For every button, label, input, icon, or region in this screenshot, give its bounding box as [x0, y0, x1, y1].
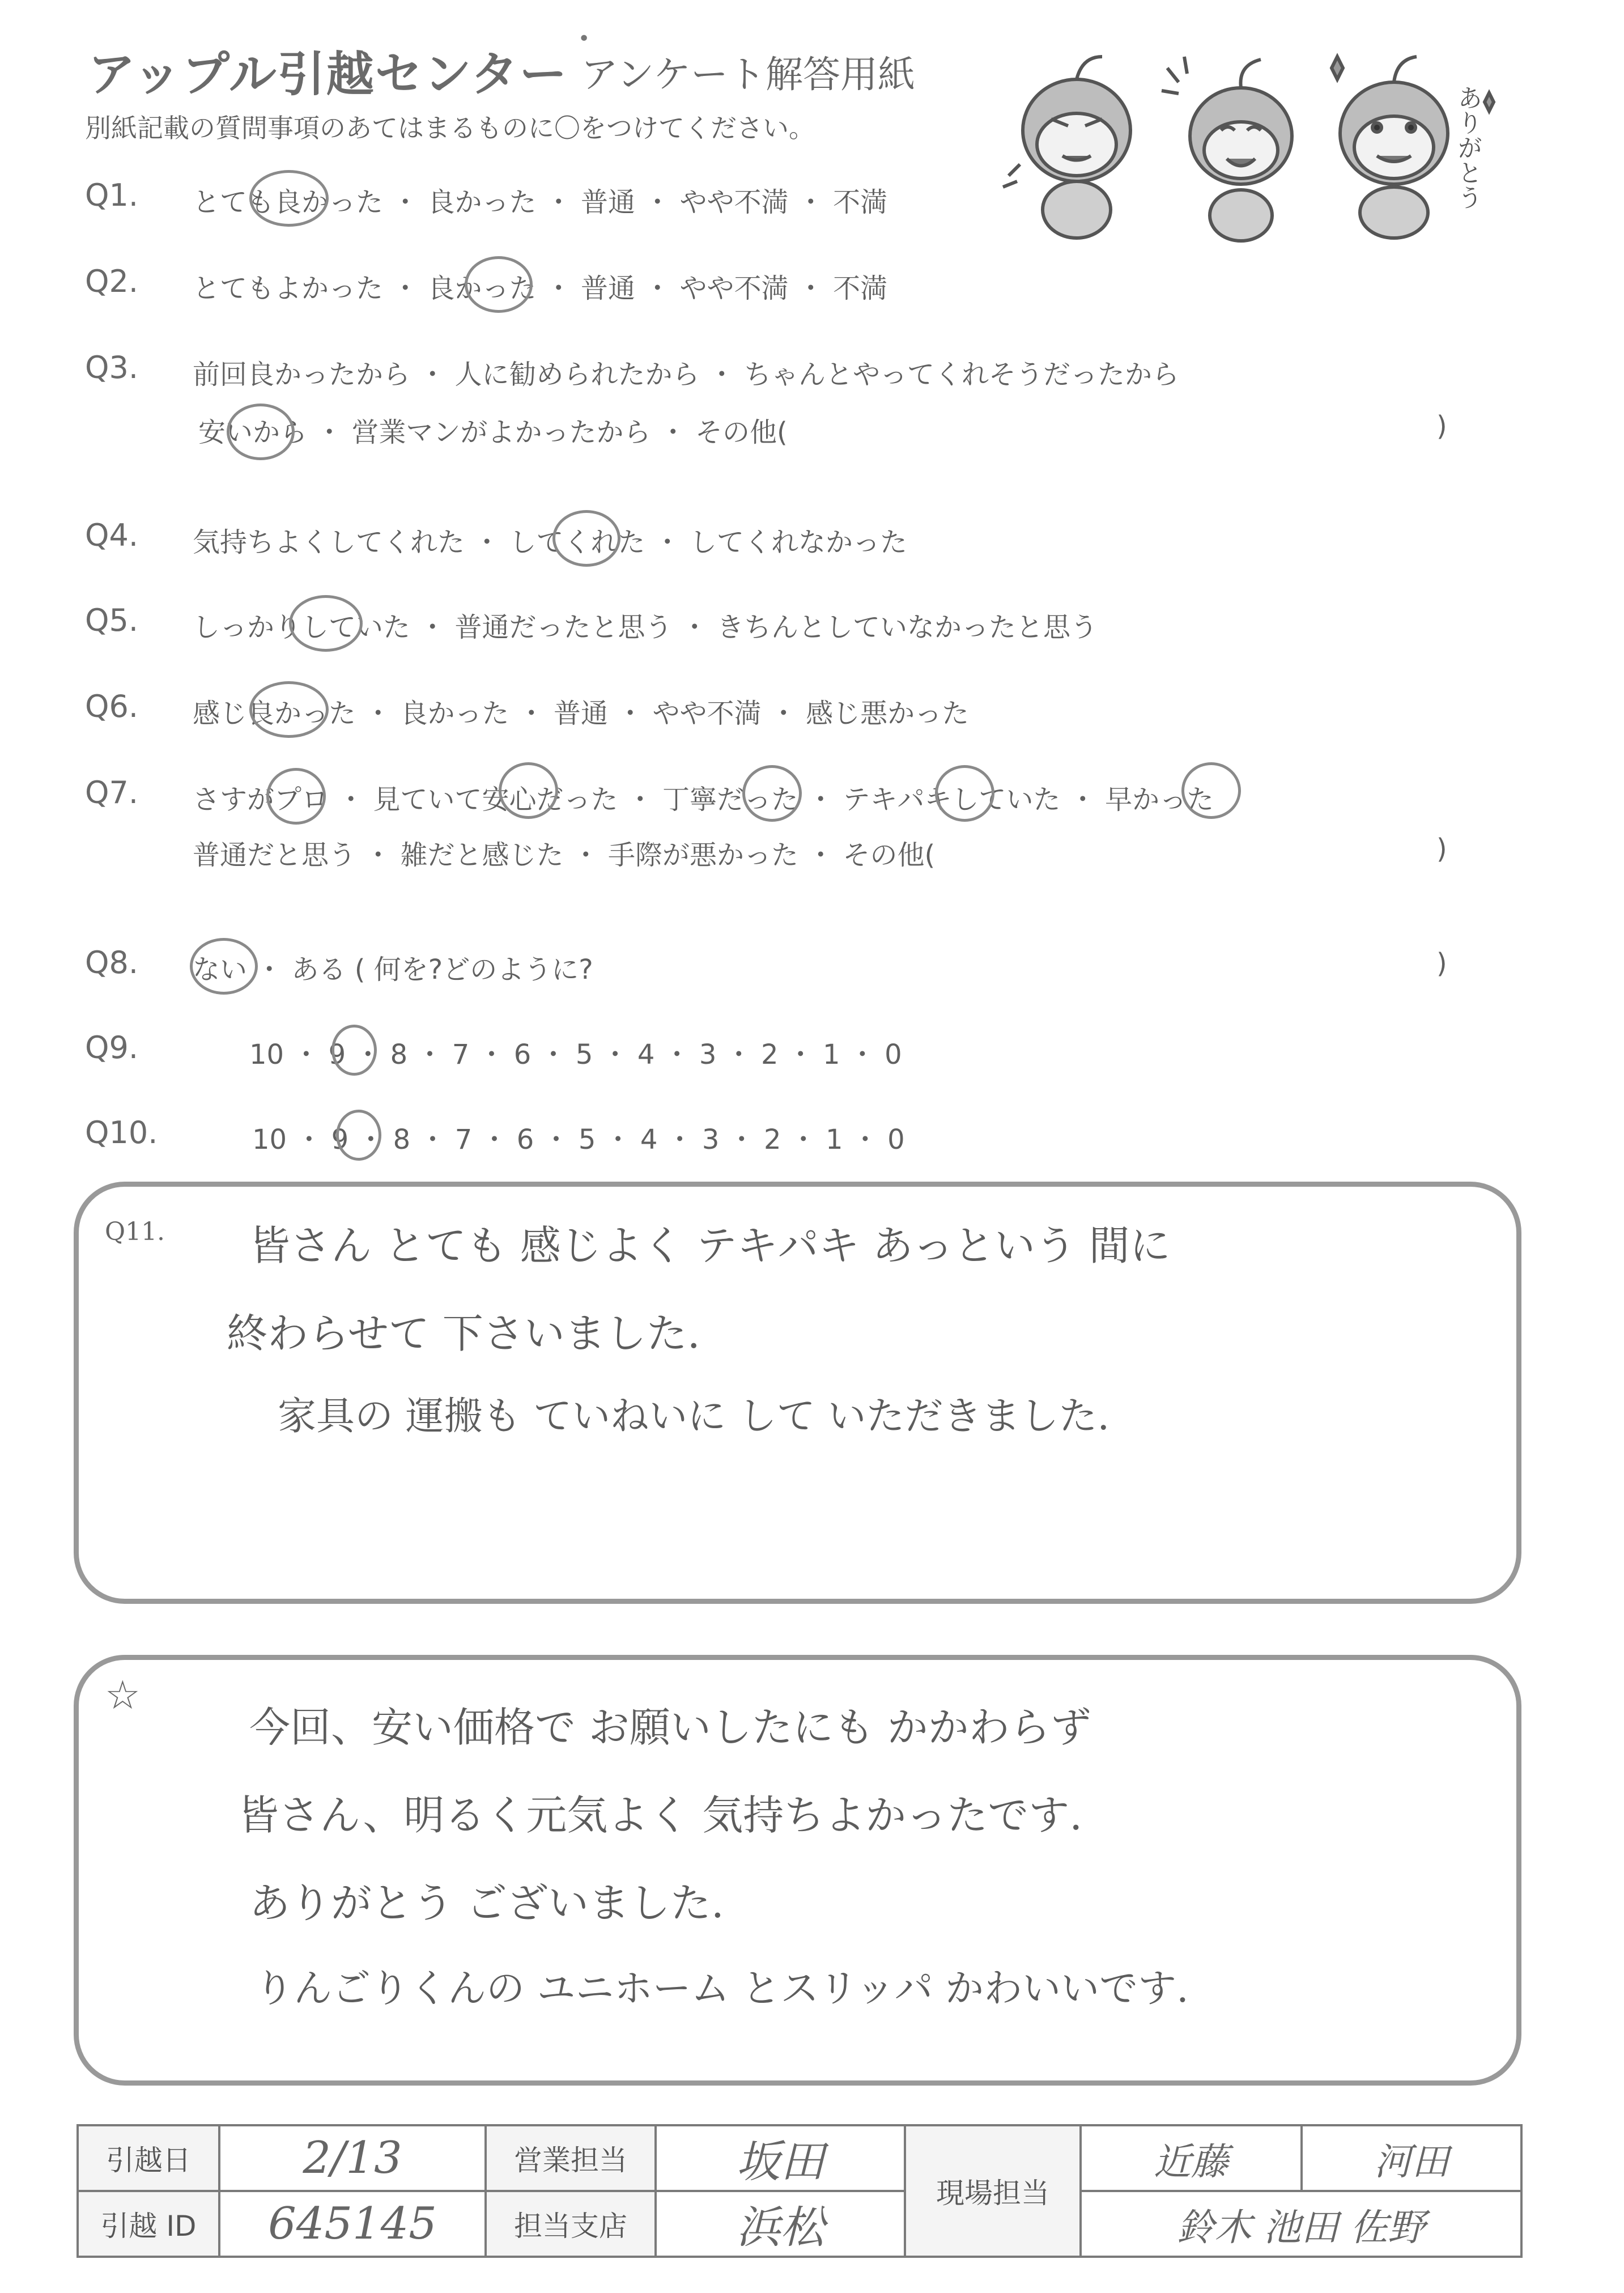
q4-number: Q4. — [85, 517, 139, 553]
q3-close-paren: ) — [1436, 410, 1447, 442]
q2-answer-circle — [465, 256, 533, 313]
q7-answer-circle-3 — [742, 765, 802, 822]
q7-options-line2: 普通だと思う ・ 雑だと感じた ・ 手際が悪かった ・ その他( — [193, 839, 936, 871]
q3-number: Q3. — [85, 350, 139, 385]
q4-options: 気持ちよくしてくれた ・ してくれた ・ してくれなかった — [193, 526, 908, 558]
form-subtitle: アンケート解答用紙 — [581, 53, 916, 96]
q1-options: とても良かった ・ 良かった ・ 普通 ・ やや不満 ・ 不満 — [193, 186, 888, 218]
site-staff-bottom: 鈴木 池田 佐野 — [1081, 2191, 1521, 2257]
site-staff-top-right: 河田 — [1302, 2125, 1521, 2191]
q7-options-line1: さすがプロ ・ 見ていて安心だった ・ 丁寧だった ・ テキパキしていた ・ 早かった — [193, 784, 1214, 816]
q1-number: Q1. — [85, 177, 139, 213]
instructions: 別紙記載の質問事項のあてはまるものに〇をつけてください。 — [85, 113, 815, 143]
star-line-4: りんごりくんの ユニホーム とスリッパ かわいいです. — [255, 1967, 1189, 2011]
q10-answer-circle — [336, 1110, 381, 1161]
branch-value: 浜松 — [656, 2191, 905, 2257]
move-id-label: 引越 ID — [78, 2191, 219, 2257]
q10-scale: 10 ・ 9 ・ 8 ・ 7 ・ 6 ・ 5 ・ 4 ・ 3 ・ 2 ・ 1 ・ 0 — [252, 1124, 905, 1156]
q1-answer-circle — [249, 170, 329, 227]
q6-options: 感じ良かった ・ 良かった ・ 普通 ・ やや不満 ・ 感じ悪かった — [193, 698, 970, 729]
q2-number: Q2. — [85, 264, 139, 299]
mascot-illustration — [997, 34, 1507, 249]
q8-close-paren: ) — [1436, 948, 1447, 979]
mascot-caption: ありがとう — [1453, 85, 1482, 210]
star-line-2: 皆さん、明るく元気よく 気持ちよかったです. — [238, 1791, 1083, 1839]
q11-line-2: 終わらせて 下さいました. — [227, 1310, 700, 1357]
q8-number: Q8. — [85, 945, 139, 980]
star-icon: ☆ — [105, 1672, 141, 1718]
move-id-value: 645145 — [219, 2191, 486, 2257]
sales-staff-label: 営業担当 — [486, 2125, 656, 2191]
q11-label: Q11. — [105, 1217, 165, 1246]
q7-answer-circle-4 — [935, 765, 994, 822]
decorative-dot: • — [578, 27, 590, 50]
q7-answer-circle-2 — [499, 762, 558, 819]
q6-answer-circle — [249, 681, 329, 738]
star-line-3: ありがとう ございました. — [249, 1879, 724, 1927]
q6-number: Q6. — [85, 689, 139, 724]
star-line-1: 今回、安い価格で お願いしたにも かかわらず — [249, 1704, 1091, 1751]
q3-options-line2: 安いから ・ 営業マンがよかったから ・ その他( — [198, 417, 788, 448]
q9-scale: 10 ・ 9 ・ 8 ・ 7 ・ 6 ・ 5 ・ 4 ・ 3 ・ 2 ・ 1 ・ 0 — [249, 1039, 902, 1071]
q5-answer-circle — [289, 595, 363, 652]
q10-number: Q10. — [85, 1115, 158, 1150]
q9-answer-circle — [331, 1025, 377, 1076]
q7-answer-circle-5 — [1181, 762, 1241, 819]
branch-label: 担当支店 — [486, 2191, 656, 2257]
move-date-value: 2/13 — [219, 2125, 486, 2191]
mascot-angry-icon — [1003, 57, 1130, 238]
q3-options-line1: 前回良かったから ・ 人に勧められたから ・ ちゃんとやってくれそうだったから — [193, 359, 1180, 390]
q11-line-3: 家具の 運搬も ていねいに して いただきました. — [278, 1394, 1110, 1439]
site-staff-label: 現場担当 — [905, 2125, 1081, 2257]
q8-answer-circle — [190, 938, 258, 995]
move-date-label: 引越日 — [78, 2125, 219, 2191]
q7-answer-circle-1 — [266, 768, 326, 825]
q3-answer-circle — [227, 404, 295, 460]
company-title: アップル引越センター — [88, 46, 568, 102]
q7-close-paren: ) — [1436, 833, 1447, 865]
q9-number: Q9. — [85, 1030, 139, 1065]
footer-table — [76, 2124, 1523, 2258]
mascot-laughing-icon — [1162, 57, 1292, 241]
sales-staff-value: 坂田 — [656, 2125, 905, 2191]
site-staff-top-left: 近藤 — [1081, 2125, 1302, 2191]
q8-options: ない ・ ある ( 何を?どのように? — [193, 954, 593, 986]
q2-options: とてもよかった ・ 良かった ・ 普通 ・ やや不満 ・ 不満 — [193, 273, 888, 304]
q11-line-1: 皆さん とても 感じよく テキパキ あっという 間に — [249, 1222, 1171, 1269]
q4-answer-circle — [552, 510, 620, 567]
q7-number: Q7. — [85, 775, 139, 810]
q5-options: しっかりしていた ・ 普通だったと思う ・ きちんとしていなかったと思う — [193, 612, 1098, 643]
q5-number: Q5. — [85, 602, 139, 638]
